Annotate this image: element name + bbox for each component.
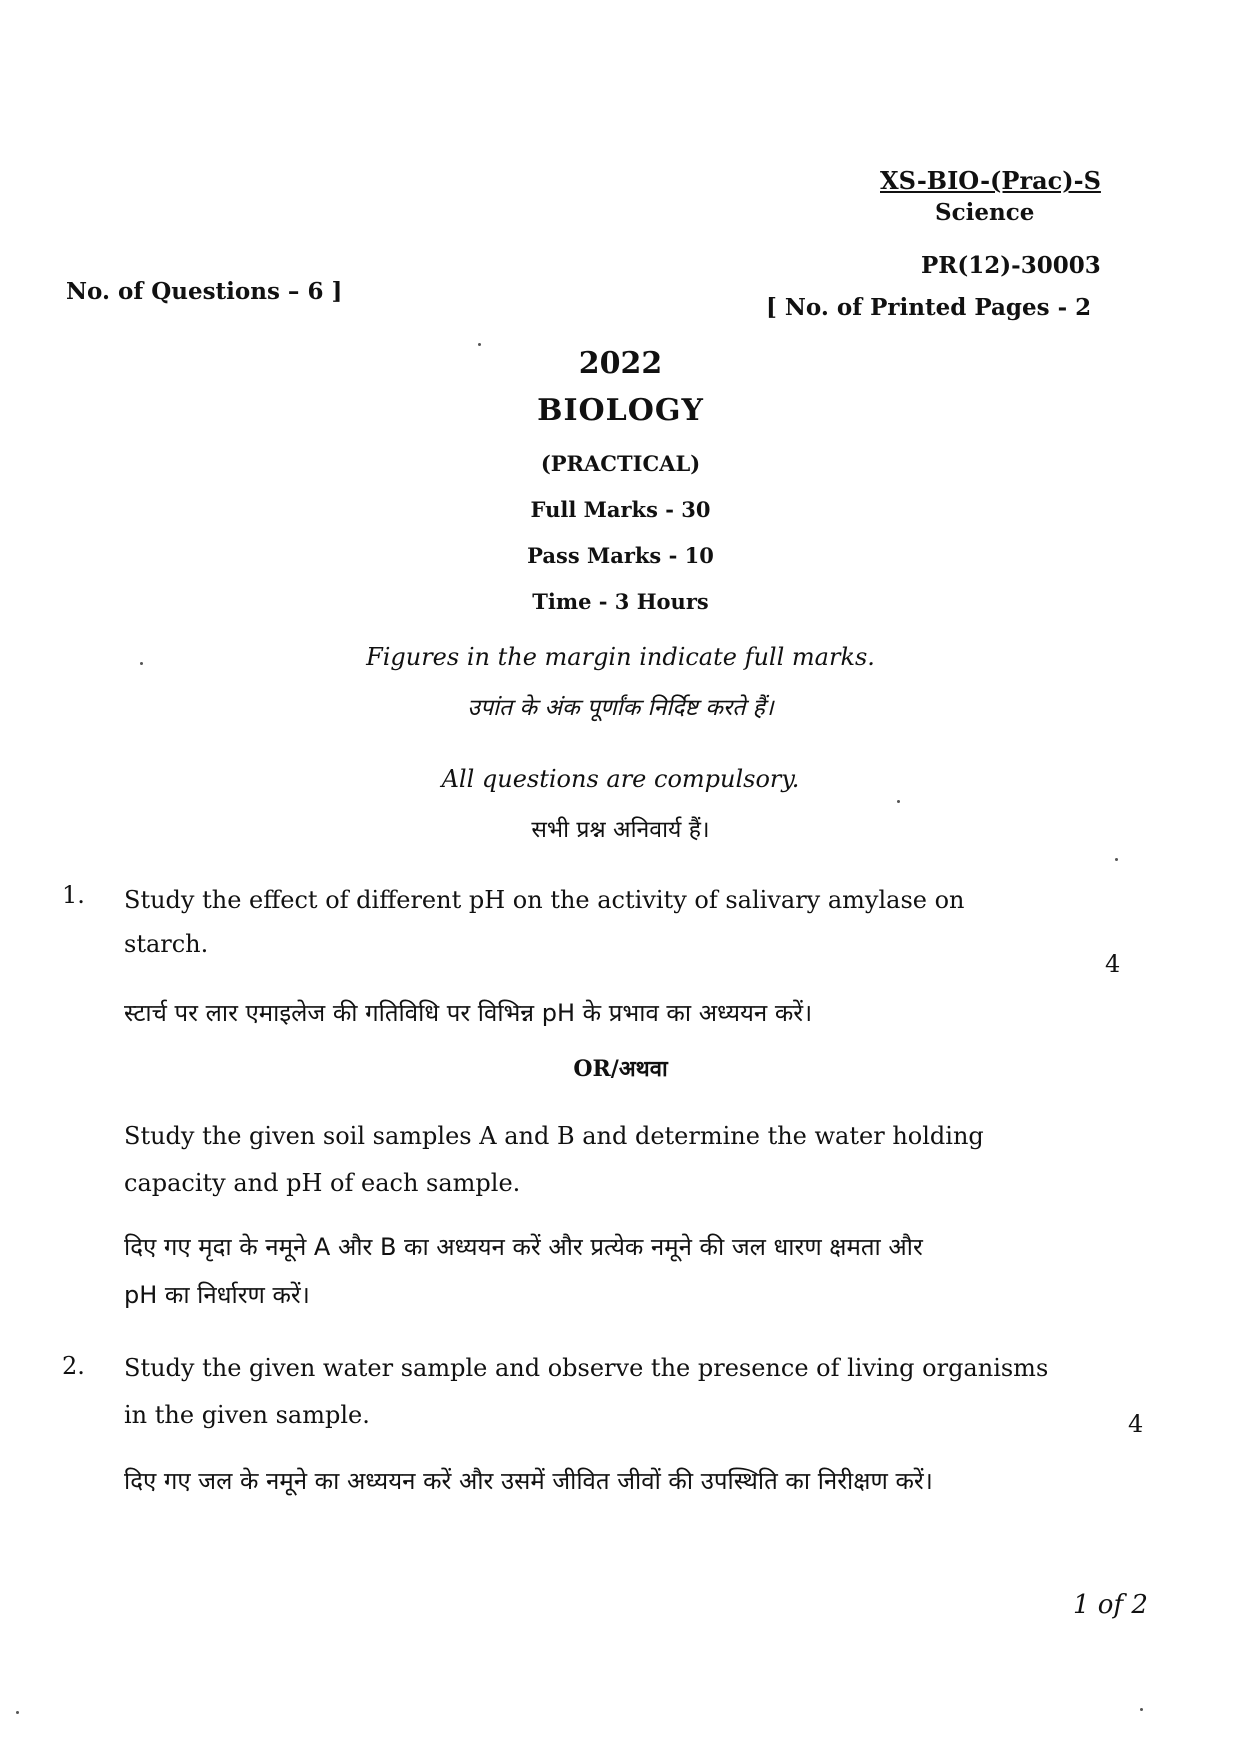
exam-type: (PRACTICAL) xyxy=(540,451,701,476)
question-number: 1. xyxy=(62,881,85,909)
paper-code: XS-BIO-(Prac)-S xyxy=(880,166,1101,195)
printed-pages: [ No. of Printed Pages - 2 xyxy=(766,294,1092,321)
alternative-question-text-hindi: दिए गए मृदा के नमूने A और B का अध्ययन करें और प्रत्येक नमूने की जल धारण क्षमता और xyxy=(124,1233,923,1261)
question-marks: 4 xyxy=(1128,1410,1144,1438)
page-number: 1 of 2 xyxy=(1073,1590,1148,1620)
or-separator: OR/अथवा xyxy=(573,1056,668,1082)
alternative-question-text-hindi: pH का निर्धारण करें। xyxy=(124,1281,310,1309)
scan-speck xyxy=(16,1711,19,1714)
full-marks: Full Marks - 30 xyxy=(530,497,711,522)
scan-speck xyxy=(1140,1708,1143,1711)
scan-speck xyxy=(140,662,143,665)
question-text: in the given sample. xyxy=(124,1401,370,1429)
margin-instruction-en: Figures in the margin indicate full marks. xyxy=(366,643,875,671)
question-marks: 4 xyxy=(1105,950,1121,978)
question-number: 2. xyxy=(62,1352,85,1380)
series-code: PR(12)-30003 xyxy=(921,252,1101,279)
alternative-question-text: Study the given soil samples A and B and determine the water holding xyxy=(124,1122,984,1150)
exam-year: 2022 xyxy=(578,346,663,381)
alternative-question-text: capacity and pH of each sample. xyxy=(124,1169,521,1197)
pass-marks: Pass Marks - 10 xyxy=(527,543,714,568)
question-text-hindi: स्टार्च पर लार एमाइलेज की गतिविधि पर विभिन्न pH के प्रभाव का अध्ययन करें। xyxy=(124,999,813,1027)
subject-title: BIOLOGY xyxy=(537,393,704,428)
question-text: starch. xyxy=(124,930,209,958)
scan-speck xyxy=(897,800,900,803)
time-allowed: Time - 3 Hours xyxy=(532,589,709,614)
compulsory-instruction-en: All questions are compulsory. xyxy=(441,765,800,793)
question-text-hindi: दिए गए जल के नमूने का अध्ययन करें और उसमें जीवित जीवों की उपस्थिति का निरीक्षण करें। xyxy=(124,1467,933,1495)
compulsory-instruction-hi: सभी प्रश्न अनिवार्य हैं। xyxy=(531,817,710,843)
margin-instruction-hi: उपांत के अंक पूर्णांक निर्दिष्ट करते हैं। xyxy=(467,695,774,721)
scan-speck xyxy=(1115,858,1118,861)
question-text: Study the effect of different pH on the activity of salivary amylase on xyxy=(124,886,965,914)
question-text: Study the given water sample and observe the presence of living organisms xyxy=(124,1354,1049,1382)
scan-speck xyxy=(478,343,481,346)
stream-label: Science xyxy=(935,199,1035,226)
question-count: No. of Questions – 6 ] xyxy=(66,278,343,305)
